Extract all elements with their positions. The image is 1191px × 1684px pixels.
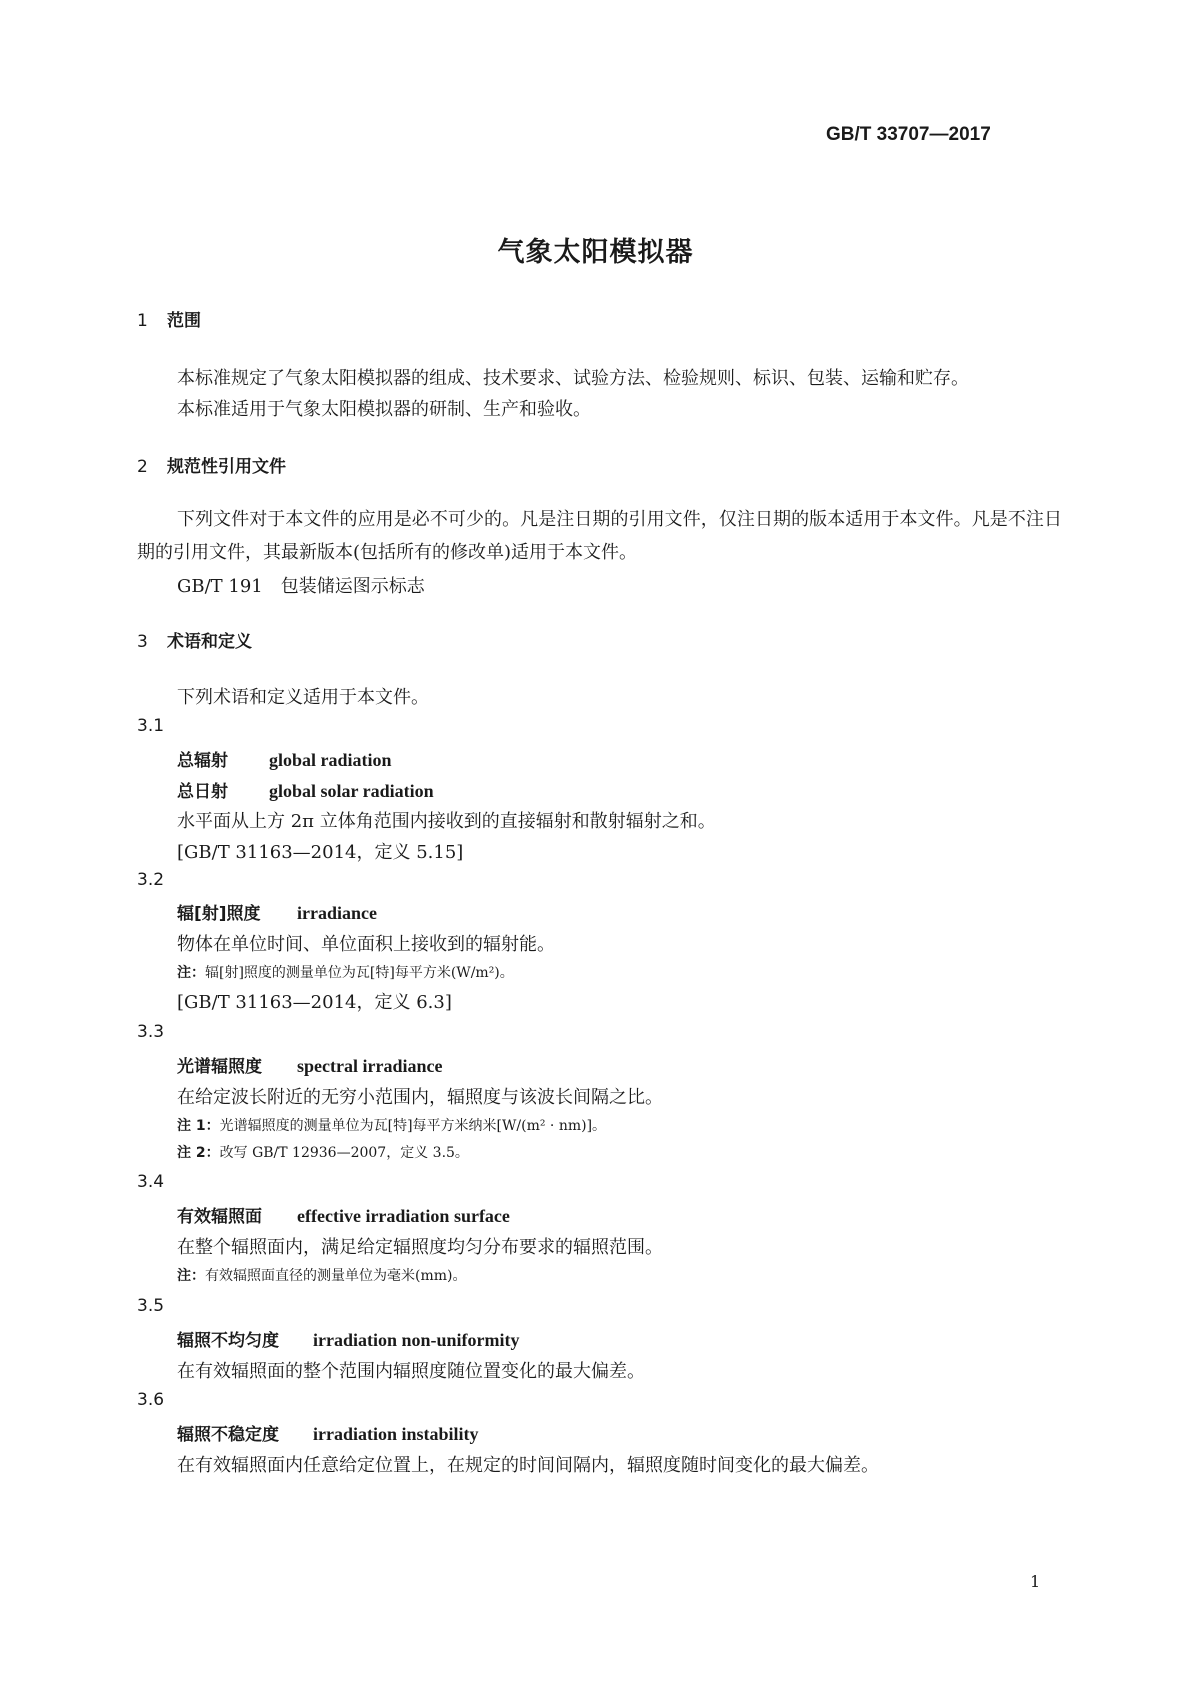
section-title: 术语和定义 [167, 632, 252, 652]
note-text: 改写 GB/T 12936—2007，定义 3.5。 [219, 1145, 469, 1161]
term-english: irradiation instability [313, 1424, 479, 1444]
note-text: 辐[射]照度的测量单位为瓦[特]每平方米(W/m²)。 [205, 965, 514, 981]
term-english: spectral irradiance [297, 1056, 443, 1076]
paragraph: 本标准适用于气象太阳模拟器的研制、生产和验收。 [177, 399, 591, 420]
clause-number: 3.3 [137, 1022, 165, 1042]
term-chinese: 辐照不均匀度 [177, 1331, 279, 1351]
term-english: effective irradiation surface [297, 1206, 510, 1226]
term-chinese: 总辐射 [177, 751, 228, 771]
term-entry [177, 1052, 442, 1077]
note-text: 光谱辐照度的测量单位为瓦[特]每平方米纳米[W/(m² · nm)]。 [219, 1118, 607, 1134]
term-definition: 在整个辐照面内，满足给定辐照度均匀分布要求的辐照范围。 [177, 1237, 663, 1258]
note-label: 注： [177, 965, 205, 981]
term-note [177, 1142, 469, 1162]
term-definition: 在给定波长附近的无穷小范围内，辐照度与该波长间隔之比。 [177, 1087, 663, 1108]
term-chinese: 光谱辐照度 [177, 1057, 262, 1077]
section-2-heading [137, 452, 286, 477]
section-3-heading [137, 627, 252, 652]
clause-number: 3.1 [137, 716, 165, 736]
note-label: 注 2： [177, 1145, 220, 1161]
section-title: 范围 [167, 311, 201, 331]
term-english: irradiance [297, 903, 377, 923]
section-number: 2 [137, 457, 148, 477]
term-entry [177, 1326, 520, 1351]
normative-reference: GB/T 191 包装储运图示标志 [177, 576, 425, 597]
term-chinese: 总日射 [177, 782, 228, 802]
term-entry [177, 746, 392, 771]
page-number: 1 [1030, 1572, 1041, 1591]
section-1-heading [137, 306, 201, 331]
document-title: 气象太阳模拟器 [497, 237, 694, 268]
term-note [177, 1115, 606, 1135]
term-english: global radiation [269, 750, 392, 770]
clause-number: 3.4 [137, 1172, 165, 1192]
term-definition: 在有效辐照面内任意给定位置上，在规定的时间间隔内，辐照度随时间变化的最大偏差。 [177, 1455, 879, 1476]
note-text: 有效辐照面直径的测量单位为毫米(mm)。 [205, 1268, 467, 1284]
standard-code: GB/T 33707—2017 [826, 124, 991, 145]
term-chinese: 辐[射]照度 [177, 904, 261, 924]
term-entry-admitted [177, 777, 434, 802]
clause-number: 3.2 [137, 870, 165, 890]
section-number: 1 [137, 311, 148, 331]
term-definition: 在有效辐照面的整个范围内辐照度随位置变化的最大偏差。 [177, 1361, 645, 1382]
term-chinese: 辐照不稳定度 [177, 1425, 279, 1445]
term-definition: 水平面从上方 2π 立体角范围内接收到的直接辐射和散射辐射之和。 [177, 811, 716, 832]
paragraph: 下列文件对于本文件的应用是必不可少的。凡是注日期的引用文件，仅注日期的版本适用于本文件。凡是不注日期的引用文件，其最新版本(包括所有的修改单)适用于本文件。 [137, 509, 1062, 563]
term-source: [GB/T 31163—2014，定义 5.15] [177, 842, 464, 863]
paragraph: 本标准规定了气象太阳模拟器的组成、技术要求、试验方法、检验规则、标识、包装、运输和贮存。 [177, 368, 969, 389]
term-entry [177, 1420, 479, 1445]
paragraph: 下列术语和定义适用于本文件。 [177, 687, 429, 708]
section-title: 规范性引用文件 [167, 457, 286, 477]
clause-number: 3.5 [137, 1296, 165, 1316]
term-definition: 物体在单位时间、单位面积上接收到的辐射能。 [177, 934, 555, 955]
note-label: 注： [177, 1268, 205, 1284]
term-note [177, 962, 514, 982]
clause-number: 3.6 [137, 1390, 165, 1410]
term-source: [GB/T 31163—2014，定义 6.3] [177, 992, 452, 1013]
term-english: global solar radiation [269, 781, 434, 801]
term-note [177, 1265, 466, 1285]
term-english: irradiation non-uniformity [313, 1330, 520, 1350]
term-entry [177, 899, 377, 924]
term-chinese: 有效辐照面 [177, 1207, 262, 1227]
note-label: 注 1： [177, 1118, 220, 1134]
term-entry [177, 1202, 510, 1227]
section-number: 3 [137, 632, 148, 652]
